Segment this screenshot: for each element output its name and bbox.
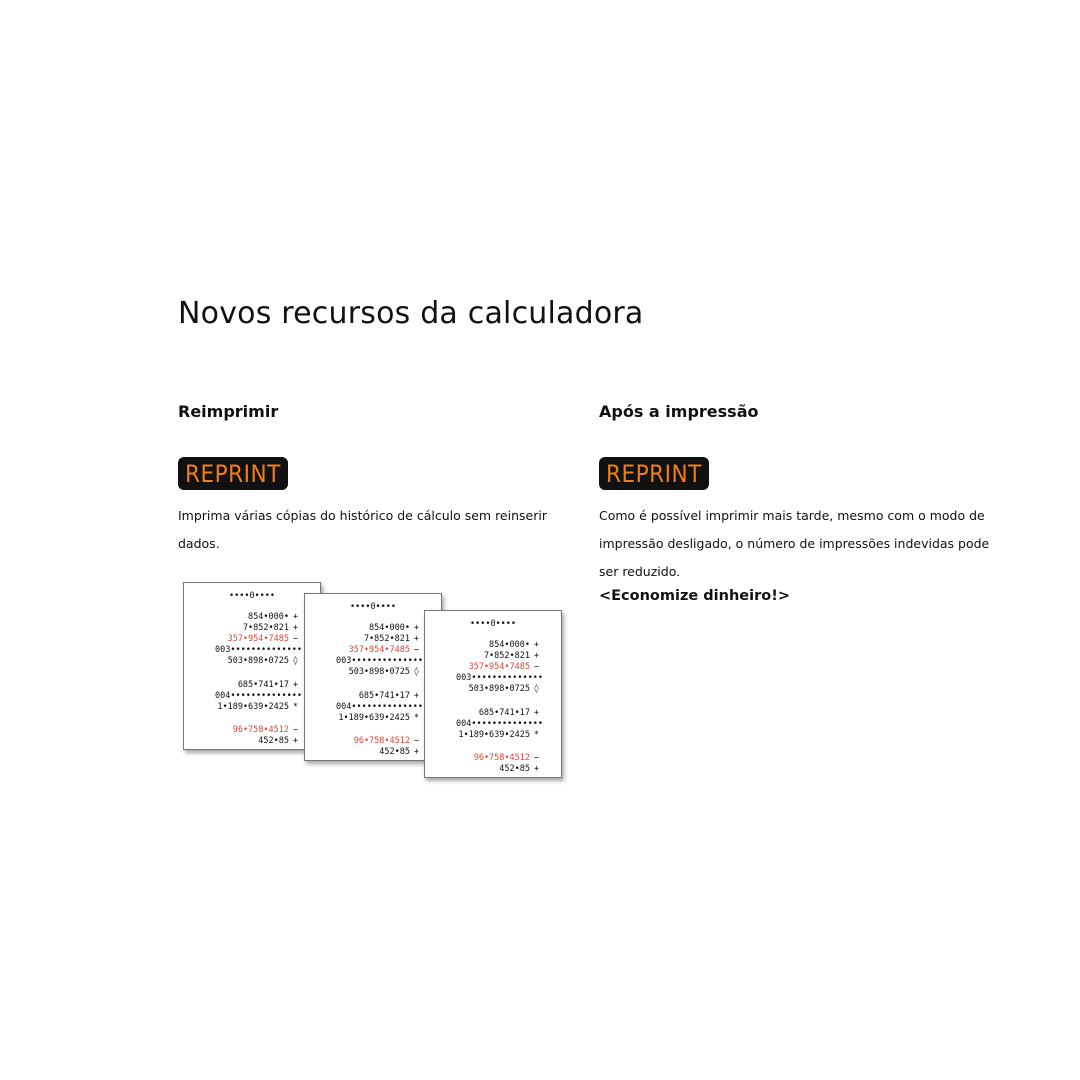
receipt-line-operator: + — [292, 612, 298, 622]
receipt-line — [425, 651, 561, 662]
receipt-line-operator: − — [533, 753, 539, 763]
receipt-line — [425, 730, 561, 741]
receipt-line-operator: + — [292, 736, 298, 746]
receipt-line — [425, 662, 561, 673]
receipt-line — [184, 612, 320, 623]
receipt-header: ••••0•••• — [469, 619, 517, 629]
page-title: Novos recursos da calculadora — [178, 296, 644, 331]
receipt-line — [184, 645, 320, 656]
receipt-line-value: 1•189•639•2425 — [458, 730, 530, 740]
receipt-line-value: 357•954•7485 — [468, 662, 530, 672]
receipt-line-value: 003•••••••••••••• — [215, 645, 302, 655]
receipt-line — [184, 691, 320, 702]
receipt-line-value: 503•898•0725 — [348, 667, 410, 677]
receipt-line-value: 854•000• — [489, 640, 530, 650]
receipt-line-operator: ◊ — [292, 656, 298, 666]
receipt-line-value: 685•741•17 — [358, 691, 410, 701]
after-print-section — [599, 402, 999, 604]
receipt-line — [425, 753, 561, 764]
receipt-line-operator: + — [533, 651, 539, 661]
receipt-line-value: 854•000• — [369, 623, 410, 633]
receipt-line — [425, 764, 561, 775]
receipt-line-operator: ◊ — [533, 684, 539, 694]
receipt-line-value: 003•••••••••••••• — [336, 656, 423, 666]
receipt-line-value: 004•••••••••••••• — [336, 702, 423, 712]
receipt-copy — [304, 593, 442, 761]
receipt-line — [184, 680, 320, 691]
receipt-line — [425, 673, 561, 684]
receipt-line-operator: + — [413, 691, 419, 701]
reprint-description: Imprima várias cópias do histórico de cálculo sem reinserir dados. — [178, 508, 547, 551]
receipt-line-operator: + — [413, 623, 419, 633]
receipt-line — [184, 623, 320, 634]
receipt-line-value: 357•954•7485 — [348, 645, 410, 655]
receipt-header: ••••0•••• — [228, 591, 276, 601]
receipt-line — [184, 736, 320, 747]
reprint-heading: Reimprimir — [178, 402, 279, 421]
receipt-line — [305, 736, 441, 747]
receipt-line — [305, 691, 441, 702]
receipt-line — [184, 725, 320, 736]
receipt-line-operator: + — [533, 708, 539, 718]
receipt-line-operator: ◊ — [413, 667, 419, 677]
reprint-key-badge: REPRINT — [178, 457, 288, 490]
receipt-line-value: 452•85 — [499, 764, 530, 774]
receipt-line-value: 7•852•821 — [483, 651, 530, 661]
receipt-line-value: 685•741•17 — [237, 680, 289, 690]
receipt-line-operator: * — [292, 702, 298, 712]
receipt-line — [184, 634, 320, 645]
receipt-line — [184, 656, 320, 667]
receipt-line — [305, 656, 441, 667]
receipt-line — [305, 713, 441, 724]
receipt-line-value: 96•758•4512 — [232, 725, 289, 735]
receipt-line — [425, 640, 561, 651]
receipt-line-value: 004•••••••••••••• — [456, 719, 543, 729]
receipt-line-operator: − — [533, 662, 539, 672]
receipt-line-value: 7•852•821 — [363, 634, 410, 644]
receipt-line — [305, 623, 441, 634]
save-money-highlight: <Economize dinheiro!> — [599, 588, 790, 604]
after-print-description: Como é possível imprimir mais tarde, mesmo com o modo de impressão desligado, o número de impressões indevidas pode ser reduzido. — [599, 508, 990, 579]
receipt-line — [425, 708, 561, 719]
receipt-line-value: 357•954•7485 — [227, 634, 289, 644]
receipt-line-operator: − — [413, 736, 419, 746]
receipt-line-operator: + — [533, 640, 539, 650]
reprint-section — [178, 402, 558, 558]
receipt-copies-illustration — [183, 582, 583, 792]
receipt-line-operator: * — [413, 713, 419, 723]
receipt-line-operator: + — [292, 680, 298, 690]
receipt-header: ••••0•••• — [349, 602, 397, 612]
receipt-copy — [424, 610, 562, 778]
receipt-copy — [183, 582, 321, 750]
receipt-line-value: 685•741•17 — [478, 708, 530, 718]
receipt-line-value: 96•758•4512 — [353, 736, 410, 746]
receipt-line-value: 1•189•639•2425 — [338, 713, 410, 723]
receipt-line-value: 1•189•639•2425 — [217, 702, 289, 712]
receipt-line-value: 452•85 — [379, 747, 410, 757]
receipt-line-value: 96•758•4512 — [473, 753, 530, 763]
receipt-line — [425, 684, 561, 695]
receipt-line-operator: + — [413, 747, 419, 757]
reprint-key-badge: REPRINT — [599, 457, 709, 490]
receipt-line-value: 854•000• — [248, 612, 289, 622]
receipt-line-value: 503•898•0725 — [227, 656, 289, 666]
receipt-line-operator: − — [292, 634, 298, 644]
receipt-line-operator: + — [533, 764, 539, 774]
receipt-line-value: 004•••••••••••••• — [215, 691, 302, 701]
receipt-line-value: 7•852•821 — [242, 623, 289, 633]
receipt-line-operator: − — [413, 645, 419, 655]
receipt-line — [184, 702, 320, 713]
receipt-line-value: 452•85 — [258, 736, 289, 746]
receipt-line-operator: + — [292, 623, 298, 633]
receipt-line — [425, 719, 561, 730]
receipt-line — [305, 747, 441, 758]
receipt-line-value: 003•••••••••••••• — [456, 673, 543, 683]
receipt-line-operator: − — [292, 725, 298, 735]
receipt-line — [305, 667, 441, 678]
receipt-line — [305, 702, 441, 713]
receipt-line-operator: * — [533, 730, 539, 740]
receipt-line-operator: + — [413, 634, 419, 644]
receipt-line — [305, 634, 441, 645]
receipt-line-value: 503•898•0725 — [468, 684, 530, 694]
after-print-heading: Após a impressão — [599, 402, 759, 421]
receipt-line — [305, 645, 441, 656]
